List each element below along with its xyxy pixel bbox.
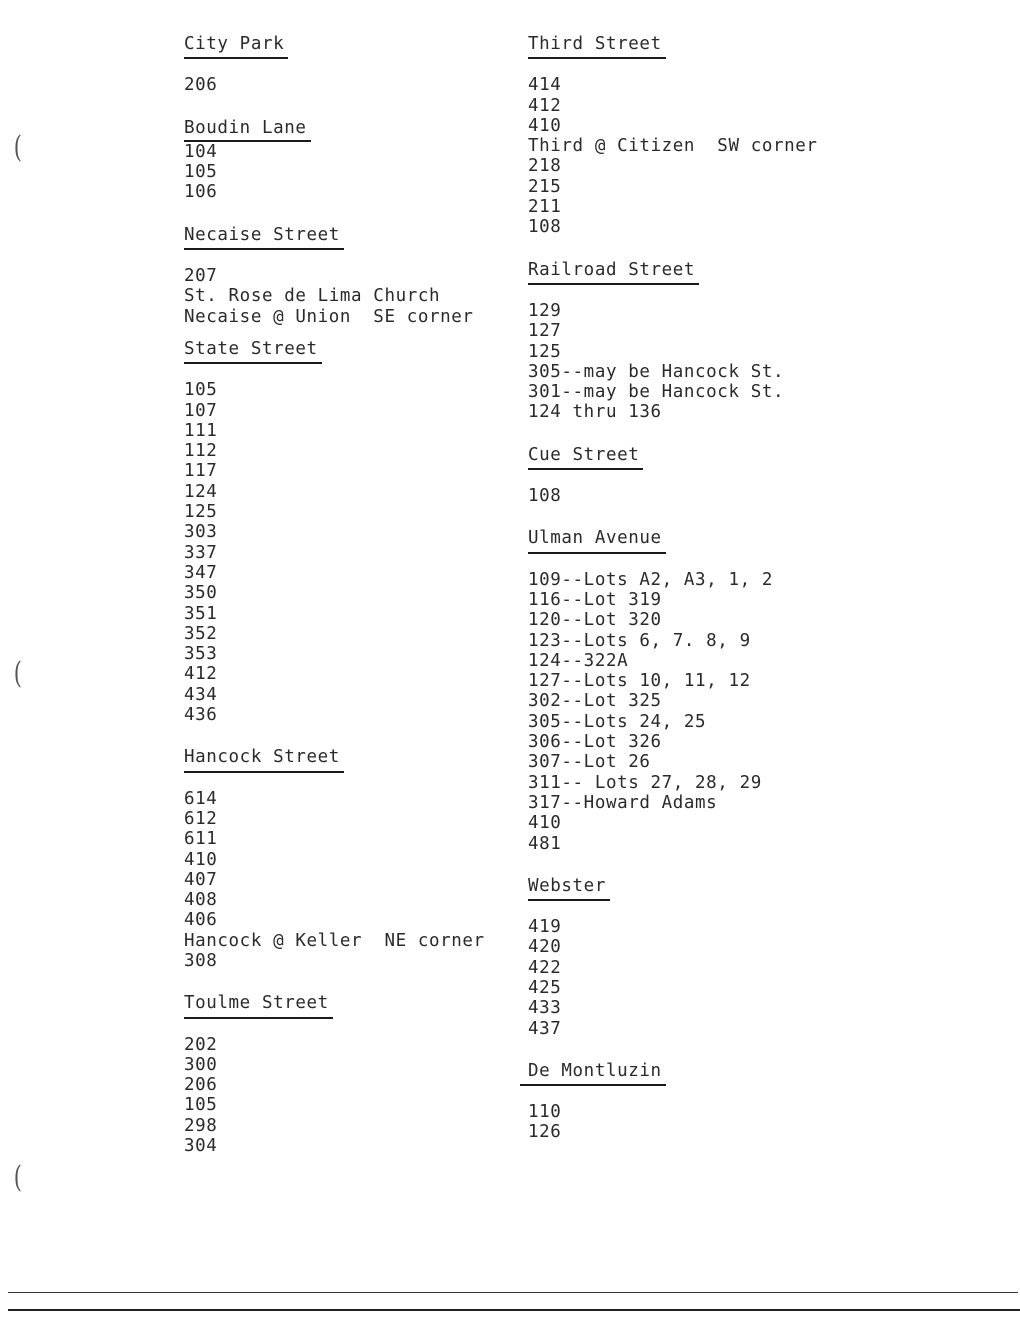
address-entry: 127--Lots 10, 11, 12 (528, 671, 751, 692)
section-boudin-lane (184, 118, 524, 203)
address-entry: Necaise @ Union SE corner (184, 306, 474, 327)
section-heading: Webster (528, 876, 610, 901)
address-entry: 125 (184, 502, 218, 523)
address-entry: 120--Lot 320 (528, 610, 662, 631)
entry-list (528, 486, 948, 506)
section-city-park (184, 34, 524, 96)
address-entry: 110 (528, 1102, 562, 1123)
address-entry: 215 (528, 176, 562, 197)
entry-list (528, 75, 948, 237)
section-heading: Hancock Street (184, 747, 344, 772)
entry-list (520, 1102, 948, 1143)
address-entry: 108 (528, 217, 562, 238)
address-entry: 406 (184, 910, 218, 931)
binder-hole-mark: ( (13, 130, 22, 165)
address-entry: 481 (528, 833, 562, 854)
address-entry: 218 (528, 156, 562, 177)
address-entry: 305--may be Hancock St. (528, 361, 785, 382)
address-entry: 304 (184, 1136, 218, 1157)
address-entry: 202 (184, 1034, 218, 1055)
section-heading: Cue Street (528, 445, 643, 470)
entry-list (184, 789, 524, 972)
section-heading: Boudin Lane (184, 118, 311, 142)
address-entry: 106 (184, 182, 218, 203)
address-entry: 419 (528, 917, 562, 938)
address-entry: 410 (184, 849, 218, 870)
entry-list (184, 266, 524, 327)
footer-rule (8, 1309, 1020, 1311)
address-entry: 105 (184, 1095, 218, 1116)
address-entry: St. Rose de Lima Church (184, 286, 441, 307)
address-entry: 612 (184, 808, 218, 829)
address-entry: 436 (184, 705, 218, 726)
section-de-montluzin (520, 1061, 948, 1143)
section-webster (528, 876, 948, 1039)
address-entry: 350 (184, 583, 218, 604)
address-entry: 111 (184, 420, 218, 441)
address-entry: 124 (184, 481, 218, 502)
section-heading: Ulman Avenue (528, 528, 666, 553)
address-entry: 123--Lots 6, 7. 8, 9 (528, 630, 751, 651)
address-entry: 211 (528, 197, 562, 218)
address-entry: 105 (184, 380, 218, 401)
address-entry: 408 (184, 890, 218, 911)
section-heading: Railroad Street (528, 260, 699, 285)
address-entry: 611 (184, 829, 218, 850)
address-entry: 206 (184, 1075, 218, 1096)
address-entry: Hancock @ Keller NE corner (184, 930, 485, 951)
section-ulman-avenue (528, 528, 948, 853)
address-entry: 301--may be Hancock St. (528, 382, 785, 403)
address-entry: 300 (184, 1054, 218, 1075)
address-entry: 420 (528, 937, 562, 958)
section-heading: De Montluzin (520, 1061, 666, 1086)
address-entry: 311-- Lots 27, 28, 29 (528, 772, 762, 793)
address-entry: 407 (184, 869, 218, 890)
address-entry: 207 (184, 266, 218, 287)
address-entry: 125 (528, 341, 562, 362)
section-third-street (528, 34, 948, 238)
address-entry: 410 (528, 813, 562, 834)
address-entry: 107 (184, 400, 218, 421)
binder-hole-mark: ( (13, 656, 22, 691)
address-entry: 412 (528, 95, 562, 116)
address-entry: 351 (184, 603, 218, 624)
address-entry: 307--Lot 26 (528, 752, 651, 773)
address-entry: 129 (528, 300, 562, 321)
entry-list (528, 917, 948, 1039)
address-entry: 109--Lots A2, A3, 1, 2 (528, 569, 773, 590)
section-heading: City Park (184, 34, 288, 59)
address-entry: 433 (528, 998, 562, 1019)
entry-list (528, 570, 948, 854)
section-heading: Necaise Street (184, 225, 344, 250)
entry-list (528, 301, 948, 423)
address-entry: 422 (528, 957, 562, 978)
address-entry: 306--Lot 326 (528, 732, 662, 753)
section-cue-street (528, 445, 948, 507)
address-entry: Third @ Citizen SW corner (528, 136, 818, 157)
address-entry: 127 (528, 321, 562, 342)
address-entry: 298 (184, 1115, 218, 1136)
address-entry: 117 (184, 461, 218, 482)
section-railroad-street (528, 260, 948, 423)
right-column (528, 34, 948, 1143)
section-heading: Third Street (528, 34, 666, 59)
address-entry: 412 (184, 664, 218, 685)
entry-list (184, 142, 524, 203)
address-entry: 308 (184, 950, 218, 971)
entry-list (184, 1035, 524, 1157)
address-entry: 305--Lots 24, 25 (528, 711, 707, 732)
section-state-street (184, 339, 524, 725)
entry-list (184, 75, 524, 95)
address-entry: 124--322A (528, 650, 629, 671)
address-entry: 347 (184, 562, 218, 583)
section-heading: Toulme Street (184, 993, 333, 1018)
section-necaise-street (184, 225, 524, 327)
address-entry: 116--Lot 319 (528, 589, 662, 610)
address-entry: 105 (184, 162, 218, 183)
left-column (184, 34, 524, 1156)
address-entry: 112 (184, 441, 218, 462)
address-entry: 425 (528, 977, 562, 998)
address-entry: 108 (528, 486, 562, 507)
section-hancock-street (184, 747, 524, 971)
address-entry: 206 (184, 75, 218, 96)
entry-list (184, 380, 524, 725)
address-entry: 353 (184, 644, 218, 665)
address-entry: 352 (184, 623, 218, 644)
address-entry: 337 (184, 542, 218, 563)
footer-rule (8, 1292, 1018, 1293)
address-entry: 303 (184, 522, 218, 543)
address-entry: 410 (528, 115, 562, 136)
address-entry: 414 (528, 75, 562, 96)
address-entry: 124 thru 136 (528, 402, 662, 423)
address-entry: 104 (184, 141, 218, 162)
address-entry: 434 (184, 684, 218, 705)
address-entry: 302--Lot 325 (528, 691, 662, 712)
address-entry: 317--Howard Adams (528, 792, 718, 813)
address-entry: 614 (184, 788, 218, 809)
address-entry: 126 (528, 1122, 562, 1143)
address-entry: 437 (528, 1018, 562, 1039)
section-heading: State Street (184, 339, 322, 364)
section-toulme-street (184, 993, 524, 1156)
binder-hole-mark: ( (13, 1160, 22, 1195)
